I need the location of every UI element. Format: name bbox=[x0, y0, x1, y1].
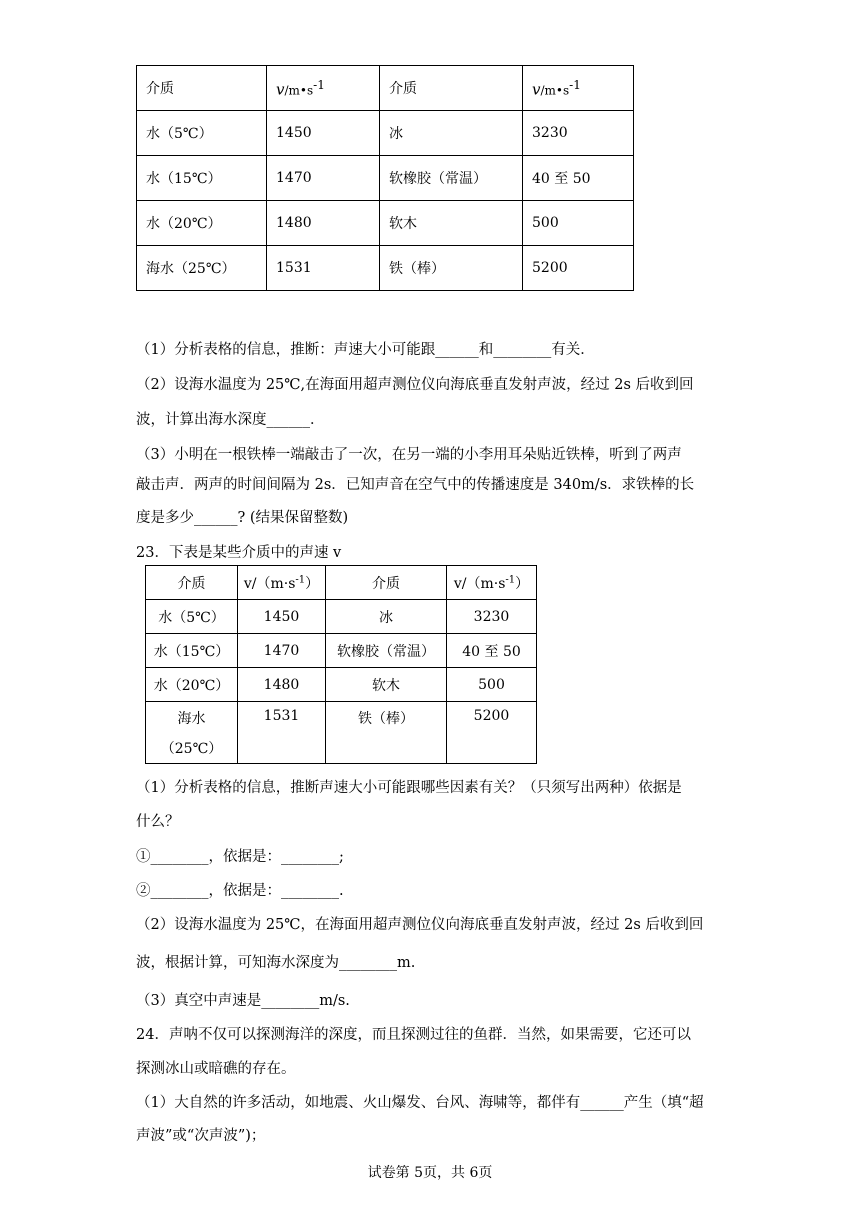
table-cell: 5200 bbox=[447, 702, 537, 764]
table-cell: 5200 bbox=[523, 246, 634, 291]
table-cell: 水（20℃） bbox=[137, 201, 267, 246]
table-cell: 1450 bbox=[267, 111, 380, 156]
table-cell: 水（5℃） bbox=[146, 600, 238, 634]
table-cell: 1470 bbox=[238, 634, 326, 668]
q23-title: 23．下表是某些介质中的声速 v bbox=[136, 545, 342, 561]
table-cell: 软橡胶（常温） bbox=[380, 156, 523, 201]
header-cell: 介质 bbox=[326, 566, 447, 600]
table-cell: 水（15℃） bbox=[137, 156, 267, 201]
sound-speed-table-2 bbox=[145, 565, 537, 764]
q23-part1-line1: （1）分析表格的信息，推断声速大小可能跟哪些因素有关？（只须写出两种）依据是 bbox=[136, 780, 682, 796]
header-cell: $v/m•s^{-1}$ bbox=[267, 66, 380, 111]
table-cell: 1450 bbox=[238, 600, 326, 634]
table-cell: 软橡胶（常温） bbox=[326, 634, 447, 668]
q24-intro-line2: 探测冰山或暗礁的存在。 bbox=[136, 1061, 296, 1077]
q23-blank-2: ②________，依据是：________. bbox=[136, 883, 344, 899]
table-header-row bbox=[146, 566, 537, 600]
table-cell: 软木 bbox=[380, 201, 523, 246]
table-cell: 铁（棒） bbox=[380, 246, 523, 291]
q24-intro-line1: 24．声呐不仅可以探测海洋的深度，而且探测过往的鱼群．当然，如果需要，它还可以 bbox=[136, 1027, 691, 1043]
table-cell: 水（15℃） bbox=[146, 634, 238, 668]
q22-part3-line2: 敲击声．两声的时间间隔为 2s．已知声音在空气中的传播速度是 340m/s．求铁棒的长 bbox=[136, 477, 695, 493]
header-cell: $v/(m\cdot s^{-1})$ bbox=[238, 566, 326, 600]
q22-part2-line2: 波，计算出海水深度______． bbox=[136, 412, 325, 428]
table-row bbox=[146, 668, 537, 702]
table-cell: 3230 bbox=[447, 600, 537, 634]
table-cell: 水（5℃） bbox=[137, 111, 267, 156]
table-row bbox=[146, 600, 537, 634]
sound-speed-table-1 bbox=[136, 65, 634, 291]
table-cell: 3230 bbox=[523, 111, 634, 156]
q24-part1-line2: 声波”或“次声波”)； bbox=[136, 1128, 266, 1144]
table-cell: 海水 （25℃） bbox=[146, 702, 238, 764]
table-cell: 1470 bbox=[267, 156, 380, 201]
q23-blank-1: ①________，依据是：________; bbox=[136, 849, 344, 865]
q24-part1-line1: （1）大自然的许多活动，如地震、火山爆发、台风、海啸等，都伴有______产生（填“超 bbox=[136, 1095, 704, 1111]
table-cell: 冰 bbox=[380, 111, 523, 156]
table-cell: 软木 bbox=[326, 668, 447, 702]
table-row bbox=[137, 111, 634, 156]
header-cell: $v/m•s^{-1}$ bbox=[523, 66, 634, 111]
q22-part3-line1: （3）小明在一根铁棒一端敲击了一次，在另一端的小李用耳朵贴近铁棒，听到了两声 bbox=[136, 447, 682, 463]
table-cell: 1480 bbox=[238, 668, 326, 702]
q22-part2-line1: （2）设海水温度为 25℃,在海面用超声测位仪向海底垂直发射声波，经过 2s 后收到回 bbox=[136, 377, 694, 393]
table-cell: 500 bbox=[447, 668, 537, 702]
table-cell: 1531 bbox=[267, 246, 380, 291]
header-cell: 介质 bbox=[146, 566, 238, 600]
table-cell: 海水（25℃） bbox=[137, 246, 267, 291]
header-cell: 介质 bbox=[380, 66, 523, 111]
q23-part2-line2: 波，根据计算，可知海水深度为________m. bbox=[136, 955, 416, 971]
header-cell: 介质 bbox=[137, 66, 267, 111]
table-cell: 冰 bbox=[326, 600, 447, 634]
table-cell: 1531 bbox=[238, 702, 326, 764]
table-cell: 1480 bbox=[267, 201, 380, 246]
table-row bbox=[137, 201, 634, 246]
table-row bbox=[146, 634, 537, 668]
table-cell: 500 bbox=[523, 201, 634, 246]
q22-part1: （1）分析表格的信息，推断：声速大小可能跟______和________有关． bbox=[136, 342, 595, 358]
table-header-row bbox=[137, 66, 634, 111]
table-row bbox=[146, 702, 537, 764]
q23-part2-line1: （2）设海水温度为 25℃，在海面用超声测位仪向海底垂直发射声波，经过 2s 后收到回 bbox=[136, 917, 704, 933]
q22-part3-line3: 度是多少______? (结果保留整数) bbox=[136, 510, 349, 526]
table-row bbox=[137, 246, 634, 291]
table-cell: 40 至 50 bbox=[523, 156, 634, 201]
q23-part1-line2: 什么？ bbox=[136, 814, 180, 830]
table-cell: 40 至 50 bbox=[447, 634, 537, 668]
table-cell: 水（20℃） bbox=[146, 668, 238, 702]
q23-part3: （3）真空中声速是________m/s. bbox=[136, 993, 350, 1009]
table-row bbox=[137, 156, 634, 201]
header-cell: $v/(m\cdot s^{-1})$ bbox=[447, 566, 537, 600]
table-cell: 铁（棒） bbox=[326, 702, 447, 764]
page-footer: 试卷第 5页，共 6页 bbox=[367, 1165, 493, 1181]
